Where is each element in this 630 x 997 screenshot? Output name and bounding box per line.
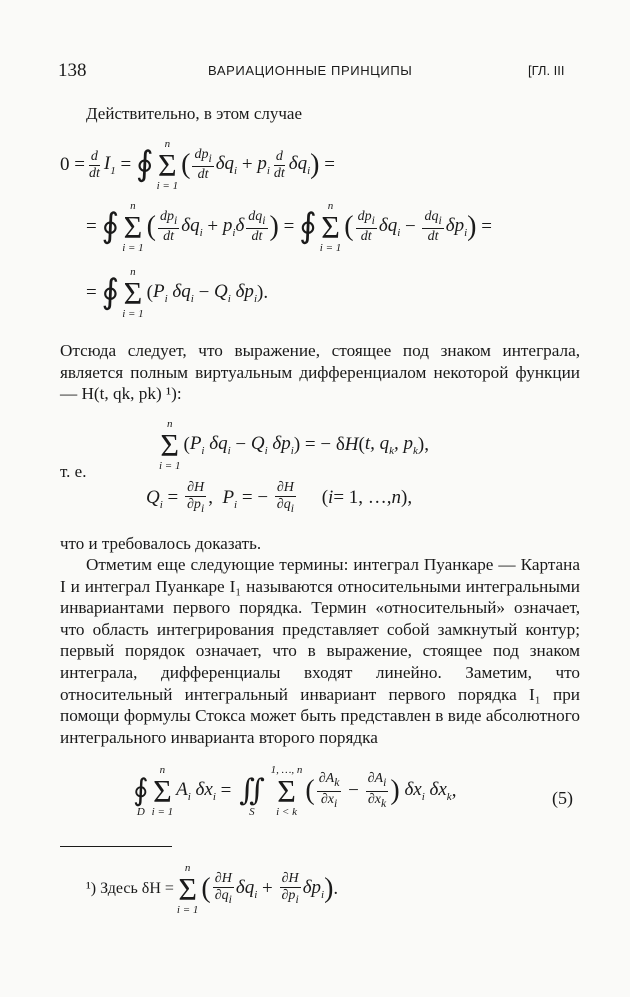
equation-hamilton: $Q_i$ = $\frac{\partial H}{\partial p_i}$ , $P_i$ = − $\frac{\partial H}{\partial q_i}$ ( i = 1, …, n ), (146, 480, 413, 515)
intro-text: Действительно, в этом случае (86, 104, 302, 123)
equation-line-3: = ∮ n Σ i = 1 ( $P_i$ $\delta q_i$ − $Q_i$ $\delta p_i$ ). (86, 266, 269, 320)
done-text: что и требовалось доказать. (60, 534, 262, 553)
footnote-rule (60, 846, 172, 847)
paragraph-2-text: Отметим еще следующие термины: интеграл Пуанкаре — Картана I и интеграл Пуанкаре I₁ называются относительными интегральными инвариантами первого порядка. Термин «относительный» означает, что область интегрирования представляет собой замкнутый контур; первый порядок означает, что в выражение, стоящее под знаком интеграла, дифференциалы входят линейно. Заметим, что относительный интегральный инвариант первого порядка I₁ при помощи формулы Стокса может быть представлен в виде абсолютного интегрального инварианта второго порядка (60, 555, 580, 747)
page-number: 138 (58, 60, 87, 81)
equation-line-1: 0 = $\frac{d}{dt}$ $I_1$ = ∮ n Σ i = 1 ( $\frac{dp_i}{dt}$ $\delta q_i$ + $p_i$ $\frac{d}{dt}$ $\delta q_i$ ) = (60, 138, 335, 192)
footnote-prefix: ¹) Здесь δH = (86, 880, 174, 897)
equation-line-2: = ∮ n Σ i = 1 ( $\frac{dp_i}{dt}$ $\delta q_i$ + $p_i\delta$ $\frac{dq_i}{dt}$ ) = ∮ n Σ i = 1 ( $\frac{dp_i}{dt}$ $\delta q_i$ − $\frac{dq_i}{dt}$ $\delta p_i$ ) = (86, 200, 492, 254)
paragraph-2 (60, 554, 580, 748)
running-title: ВАРИАЦИОННЫЕ ПРИНЦИПЫ (208, 63, 413, 78)
equation-stokes: ∮ D n Σ i = 1 $A_i$ $\delta x_i$ = ∬ S 1, …, n Σ i < k ( $\frac{\partial A_k}{\partial x_i}$ − $\frac{\partial A_i}{\partial x_k}$ ) $\delta x_i$ $\delta x_k$ , (133, 764, 457, 818)
equation-total-differential: n Σ i = 1 ( $P_i$ $\delta q_i$ − $Q_i$ $\delta p_i$ ) = − δ H ( t, $q_k$, $p_k$ ), (159, 418, 429, 472)
te-text: т. е. (60, 462, 87, 481)
equation-number: (5) (552, 788, 573, 808)
paragraph-1: Отсюда следует, что выражение, стоящее под знаком интеграла, является полным виртуальным дифференциалом некоторой функции — H(t, qk, pk) ¹): (60, 341, 580, 404)
footnote: ¹) Здесь δH = n Σ i = 1 ( $\frac{\partial H}{\partial q_i}$ $\delta q_i$ + $\frac{\partial H}{\partial p_i}$ $\delta p_i$ ) . (86, 862, 339, 916)
chapter-label: [ГЛ. III (528, 63, 565, 78)
